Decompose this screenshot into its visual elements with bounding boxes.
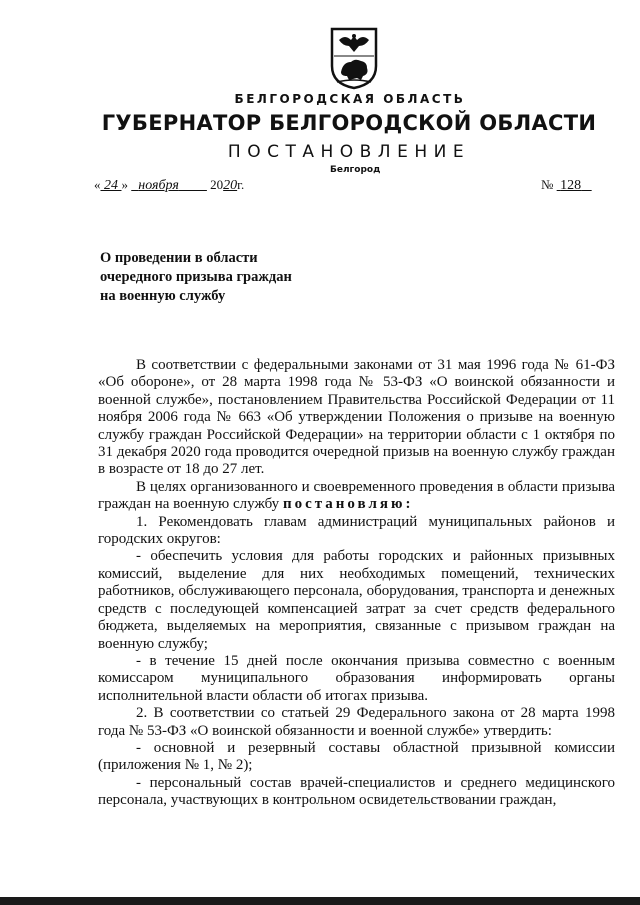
- subject-line-3: на военную службу: [100, 288, 226, 304]
- document-date: [94, 177, 244, 194]
- date-year-suffix: 20: [223, 178, 238, 193]
- date-close-quote: »: [121, 177, 128, 192]
- city-name: Белгород: [330, 165, 381, 175]
- paragraph-3: 1. Рекомендовать главам администраций муниципальных районов и городских округов:: [98, 513, 615, 548]
- date-month: ноября: [138, 178, 179, 193]
- paragraph-5: - в течение 15 дней после окончания призыва совместно с военным комиссаром муниципального образования информировать органы исполнительной власти области об итогах призыва.: [98, 652, 615, 704]
- region-title: БЕЛГОРОДСКАЯ ОБЛАСТЬ: [234, 92, 466, 106]
- date-year-prefix: 20: [210, 177, 224, 192]
- document-type: ПОСТАНОВЛЕНИЕ: [227, 142, 471, 162]
- date-year-abbr: г.: [237, 177, 245, 192]
- paragraph-2: В целях организованного и своевременного проведения в области призыва граждан на военную службу постановляю:: [98, 478, 615, 513]
- subject-line-2: очередного призыва граждан: [100, 269, 292, 285]
- decree-keyword: постановляю:: [282, 496, 414, 513]
- paragraph-4: - обеспечить условия для работы городских и районных призывных комиссий, выделение для них необходимых помещений, технических работников, обслуживающего персонала, оборудования, транспорта и денежных средств с последующей компенсацией затрат за счет средств федерального бюджета, выделяемых на мероприятия, связанные с призывом граждан на военную службу;: [98, 548, 615, 652]
- governor-title: ГУБЕРНАТОР БЕЛГОРОДСКОЙ ОБЛАСТИ: [101, 111, 597, 135]
- coat-of-arms-icon: [329, 26, 379, 90]
- subject-line-1: О проведении в области: [100, 250, 258, 266]
- document-subject: [100, 249, 292, 306]
- paragraph-6: 2. В соответствии со статьей 29 Федерального закона от 28 марта 1998 года № 53-ФЗ «О воинской обязанности и военной службе» утвердить:: [98, 705, 615, 739]
- paragraph-1: В соответствии с федеральными законами от 31 мая 1996 года № 61-ФЗ «Об обороне», от 28 марта 1998 года № 53-ФЗ «О воинской обязанности и военной службе», постановлением Правительства Российской Федерации от 11 ноября 2006 года № 663 «Об утверждении Положения о призыве на военную службу граждан Российской Федерации» на территории области с 1 октября по 31 декабря 2020 года проводится очередной призыв на военную службу граждан в возрасте от 18 до 27 лет.: [98, 357, 615, 478]
- date-open-quote: «: [94, 177, 101, 192]
- document-number: [541, 177, 592, 194]
- document-body: [98, 357, 615, 810]
- scan-edge: [0, 897, 640, 905]
- paragraph-8: - персональный состав врачей-специалистов и среднего медицинского персонала, участвующих в контрольном освидетельствовании граждан,: [98, 774, 615, 809]
- number-label: №: [541, 177, 554, 192]
- date-day: 24: [104, 178, 118, 193]
- number-value: 128: [560, 178, 582, 193]
- paragraph-7: - основной и резервный составы областной призывной комиссии (приложения № 1, № 2);: [98, 739, 615, 774]
